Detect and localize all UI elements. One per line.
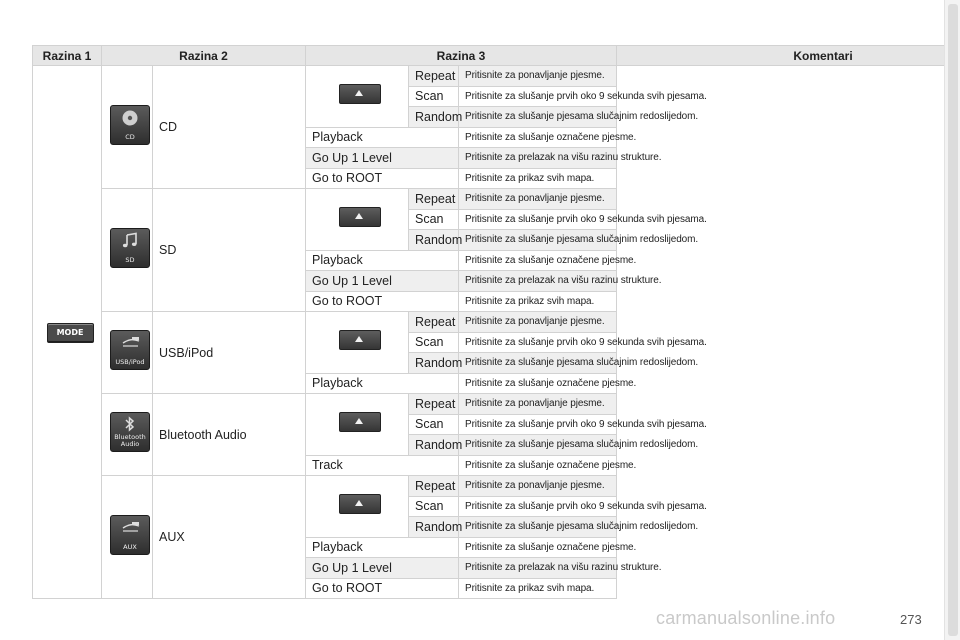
aux-icon[interactable]: [110, 515, 150, 555]
arrow-up-icon: [355, 500, 363, 506]
comment-text: Pritisnite za slušanje označene pjesme.: [459, 373, 617, 394]
source-icon-label: AUX: [123, 542, 137, 551]
source-name: CD: [153, 66, 306, 189]
source-name: Bluetooth Audio: [153, 394, 306, 476]
comment-text: Pritisnite za slušanje prvih oko 9 sekunda svih pjesama.: [459, 209, 617, 230]
level3-option: Playback: [306, 373, 459, 394]
level3-option-scan: Scan: [409, 414, 459, 435]
level3-option-random: Random: [409, 107, 459, 128]
options-button-cell: [306, 476, 409, 538]
comment-text: Pritisnite za ponavljanje pjesme.: [459, 189, 617, 210]
comment-text: Pritisnite za prikaz svih mapa.: [459, 578, 617, 599]
level3-option: Go to ROOT: [306, 168, 459, 189]
comment-text: Pritisnite za slušanje prvih oko 9 sekunda svih pjesama.: [459, 496, 617, 517]
level3-option-repeat: Repeat: [409, 189, 459, 210]
comment-text: Pritisnite za slušanje označene pjesme.: [459, 537, 617, 558]
level3-option-random: Random: [409, 435, 459, 456]
level3-option: Go Up 1 Level: [306, 271, 459, 292]
comment-text: Pritisnite za slušanje prvih oko 9 sekunda svih pjesama.: [459, 332, 617, 353]
comment-text: Pritisnite za slušanje pjesama slučajnim redoslijedom.: [459, 107, 617, 128]
comment-text: Pritisnite za slušanje označene pjesme.: [459, 455, 617, 476]
source-name: SD: [153, 189, 306, 312]
usb-icon[interactable]: [110, 330, 150, 370]
level3-option: Playback: [306, 127, 459, 148]
options-button-cell: [306, 66, 409, 128]
source-icon-cell: [102, 189, 153, 312]
watermark: carmanualsonline.info: [656, 608, 836, 628]
table-row: [33, 66, 960, 87]
level3-option-repeat: Repeat: [409, 476, 459, 497]
level3-option-random: Random: [409, 230, 459, 251]
options-arrow-button[interactable]: [339, 84, 381, 104]
scrollbar-thumb[interactable]: [948, 4, 958, 636]
source-icon-cell: [102, 394, 153, 476]
table-row: [33, 189, 960, 210]
table-row: [33, 394, 960, 415]
level1-cell: [33, 66, 102, 599]
level3-option-repeat: Repeat: [409, 312, 459, 333]
source-icon-cell: [102, 312, 153, 394]
table-row: [33, 476, 960, 497]
comment-text: Pritisnite za slušanje pjesama slučajnim redoslijedom.: [459, 517, 617, 538]
options-button-cell: [306, 189, 409, 251]
comment-text: Pritisnite za prelazak na višu razinu strukture.: [459, 271, 617, 292]
level3-option-scan: Scan: [409, 496, 459, 517]
comment-text: Pritisnite za slušanje prvih oko 9 sekunda svih pjesama.: [459, 86, 617, 107]
mode-button[interactable]: MODE: [47, 323, 94, 343]
level3-option: Track: [306, 455, 459, 476]
level3-option-scan: Scan: [409, 86, 459, 107]
level3-option: Go Up 1 Level: [306, 148, 459, 169]
source-name: AUX: [153, 476, 306, 599]
options-button-cell: [306, 312, 409, 374]
comment-text: Pritisnite za ponavljanje pjesme.: [459, 66, 617, 87]
level3-option-random: Random: [409, 353, 459, 374]
options-arrow-button[interactable]: [339, 330, 381, 350]
comment-text: Pritisnite za slušanje pjesama slučajnim redoslijedom.: [459, 353, 617, 374]
comment-text: Pritisnite za prelazak na višu razinu strukture.: [459, 558, 617, 579]
comment-text: Pritisnite za prikaz svih mapa.: [459, 291, 617, 312]
arrow-up-icon: [355, 336, 363, 342]
cd-icon[interactable]: [110, 105, 150, 145]
arrow-up-icon: [355, 213, 363, 219]
comment-text: Pritisnite za slušanje označene pjesme.: [459, 127, 617, 148]
comment-text: Pritisnite za ponavljanje pjesme.: [459, 312, 617, 333]
arrow-up-icon: [355, 418, 363, 424]
table-header-row: [33, 46, 960, 66]
source-icon-cell: [102, 66, 153, 189]
level3-option-scan: Scan: [409, 332, 459, 353]
comment-text: Pritisnite za ponavljanje pjesme.: [459, 394, 617, 415]
level3-option-repeat: Repeat: [409, 394, 459, 415]
header-level3: Razina 3: [306, 46, 617, 66]
header-level1: Razina 1: [33, 46, 102, 66]
arrow-up-icon: [355, 90, 363, 96]
source-icon-cell: [102, 476, 153, 599]
source-icon-label: SD: [125, 255, 135, 264]
options-arrow-button[interactable]: [339, 412, 381, 432]
music-note-icon[interactable]: [110, 228, 150, 268]
comment-text: Pritisnite za prikaz svih mapa.: [459, 168, 617, 189]
source-icon-label: Bluetooth Audio: [114, 433, 146, 448]
menu-structure-table: [32, 45, 960, 599]
comment-text: Pritisnite za slušanje pjesama slučajnim redoslijedom.: [459, 230, 617, 251]
comment-text: Pritisnite za prelazak na višu razinu strukture.: [459, 148, 617, 169]
header-level2: Razina 2: [102, 46, 306, 66]
comment-text: Pritisnite za slušanje pjesama slučajnim redoslijedom.: [459, 435, 617, 456]
level3-option: Go Up 1 Level: [306, 558, 459, 579]
level3-option-random: Random: [409, 517, 459, 538]
scrollbar[interactable]: [944, 0, 960, 640]
options-arrow-button[interactable]: [339, 207, 381, 227]
header-comments: Komentari: [617, 46, 960, 66]
source-icon-label: CD: [125, 132, 135, 141]
source-name: USB/iPod: [153, 312, 306, 394]
comment-text: Pritisnite za slušanje označene pjesme.: [459, 250, 617, 271]
comment-text: Pritisnite za ponavljanje pjesme.: [459, 476, 617, 497]
level3-option-scan: Scan: [409, 209, 459, 230]
table-row: [33, 312, 960, 333]
page-number: 273: [900, 612, 922, 627]
level3-option-repeat: Repeat: [409, 66, 459, 87]
options-arrow-button[interactable]: [339, 494, 381, 514]
level3-option: Playback: [306, 537, 459, 558]
options-button-cell: [306, 394, 409, 456]
level3-option: Go to ROOT: [306, 291, 459, 312]
level3-option: Go to ROOT: [306, 578, 459, 599]
level3-option: Playback: [306, 250, 459, 271]
comment-text: Pritisnite za slušanje prvih oko 9 sekunda svih pjesama.: [459, 414, 617, 435]
source-icon-label: USB/iPod: [115, 358, 145, 366]
bluetooth-icon[interactable]: [110, 412, 150, 452]
